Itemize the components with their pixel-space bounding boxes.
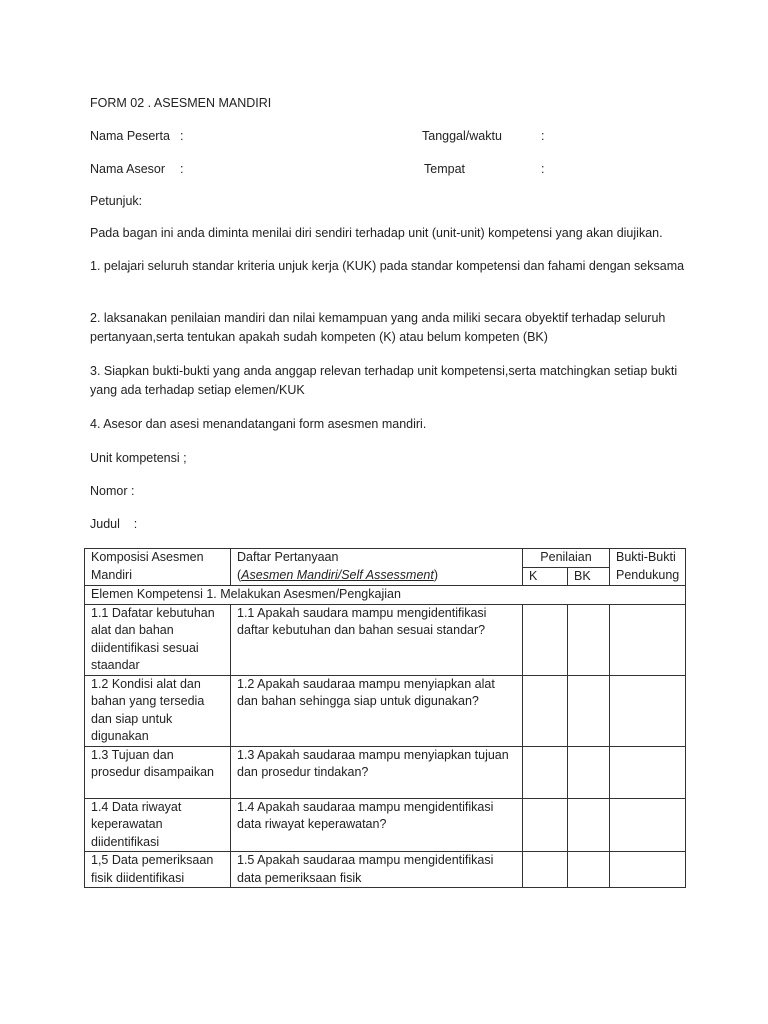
tempat-colon: : (541, 162, 545, 176)
header-daftar-subtitle (237, 567, 516, 585)
row-pertanyaan: 1.3 Apakah saudaraa mampu menyiapkan tujuan dan prosedur tindakan? (231, 746, 523, 798)
table-row (85, 604, 686, 675)
instructions-intro: Pada bagan ini anda diminta menilai diri sendiri terhadap unit (unit-unit) kompetensi yang akan diujikan. (90, 226, 663, 240)
header-daftar-title: Daftar Pertanyaan (237, 550, 339, 564)
petunjuk-heading: Petunjuk: (90, 194, 143, 208)
header-bk: BK (568, 567, 610, 586)
row-bukti-cell[interactable] (610, 852, 686, 888)
row-bk-cell[interactable] (568, 604, 610, 675)
row-k-cell[interactable] (523, 798, 568, 852)
row-pertanyaan: 1.5 Apakah saudaraa mampu mengidentifikasi data pemeriksaan fisik (231, 852, 523, 888)
judul-label: Judul : (90, 517, 138, 531)
subtitle-open-paren: ( (237, 567, 242, 582)
row-k-cell[interactable] (523, 852, 568, 888)
row-komposisi: 1,5 Data pemeriksaan fisik diidentifikasi (85, 852, 231, 888)
row-bukti-cell[interactable] (610, 604, 686, 675)
tanggal-colon: : (541, 129, 545, 143)
nama-asesor-label: Nama Asesor (90, 162, 166, 176)
header-komposisi: Komposisi Asesmen Mandiri (85, 549, 231, 586)
table-element-row (85, 586, 686, 605)
nama-peserta-row (90, 127, 690, 145)
nama-peserta-colon: : (180, 129, 184, 143)
row-bk-cell[interactable] (568, 852, 610, 888)
table-row (85, 798, 686, 852)
row-bukti-cell[interactable] (610, 798, 686, 852)
row-pertanyaan: 1.4 Apakah saudaraa mampu mengidentifikasi data riwayat keperawatan? (231, 798, 523, 852)
unit-kompetensi-label: Unit kompetensi ; (90, 451, 187, 465)
row-pertanyaan: 1.2 Apakah saudaraa mampu menyiapkan alat dan bahan sehingga siap untuk digunakan? (231, 675, 523, 746)
instruction-step-2: 2. laksanakan penilaian mandiri dan nilai kemampuan yang anda miliki secara obyektif terhadap seluruh pertanyaan,serta tentukan apakah sudah kompeten (K) atau belum kompeten (BK) (90, 311, 666, 344)
tanggal-label: Tanggal/waktu (422, 129, 502, 143)
header-penilaian: Penilaian (523, 549, 610, 568)
row-k-cell[interactable] (523, 746, 568, 798)
instruction-step-1: 1. pelajari seluruh standar kriteria unjuk kerja (KUK) pada standar kompetensi dan fahami dengan seksama (90, 259, 685, 273)
instruction-step-3: 3. Siapkan bukti-bukti yang anda anggap relevan terhadap unit kompetensi,serta matchingkan setiap bukti yang ada terhadap setiap elemen/KUK (90, 364, 678, 397)
subtitle-self-assessment: Asesmen Mandiri/Self Assessment (241, 567, 434, 582)
table-row (85, 675, 686, 746)
nama-asesor-colon: : (180, 162, 184, 176)
element-kompetensi: Elemen Kompetensi 1. Melakukan Asesmen/Pengkajian (85, 586, 686, 605)
row-pertanyaan: 1.1 Apakah saudara mampu mengidentifikasi daftar kebutuhan dan bahan sesuai standar? (231, 604, 523, 675)
nama-peserta-label: Nama Peserta (90, 129, 170, 143)
row-bk-cell[interactable] (568, 798, 610, 852)
table-row (85, 852, 686, 888)
row-bukti-cell[interactable] (610, 675, 686, 746)
nama-asesor-row (90, 160, 690, 178)
header-daftar-pertanyaan (231, 549, 523, 586)
form-title: FORM 02 . ASESMEN MANDIRI (90, 96, 272, 110)
row-komposisi: 1.2 Kondisi alat dan bahan yang tersedia dan siap untuk digunakan (85, 675, 231, 746)
table-row (85, 746, 686, 798)
header-bukti: Bukti-Bukti Pendukung (610, 549, 686, 586)
subtitle-close-paren: ) (433, 567, 439, 582)
row-komposisi: 1.1 Dafatar kebutuhan alat dan bahan diidentifikasi sesuai staandar (85, 604, 231, 675)
row-komposisi: 1.3 Tujuan dan prosedur disampaikan (85, 746, 231, 798)
row-k-cell[interactable] (523, 604, 568, 675)
nomor-label: Nomor : (90, 484, 135, 498)
row-bk-cell[interactable] (568, 746, 610, 798)
row-k-cell[interactable] (523, 675, 568, 746)
tempat-label: Tempat (424, 162, 465, 176)
row-komposisi: 1.4 Data riwayat keperawatan diidentifikasi (85, 798, 231, 852)
assessment-table (84, 548, 686, 888)
row-bukti-cell[interactable] (610, 746, 686, 798)
row-bk-cell[interactable] (568, 675, 610, 746)
header-k: K (523, 567, 568, 586)
instruction-step-4: 4. Asesor dan asesi menandatangani form asesmen mandiri. (90, 417, 427, 431)
table-header-row-1 (85, 549, 686, 568)
